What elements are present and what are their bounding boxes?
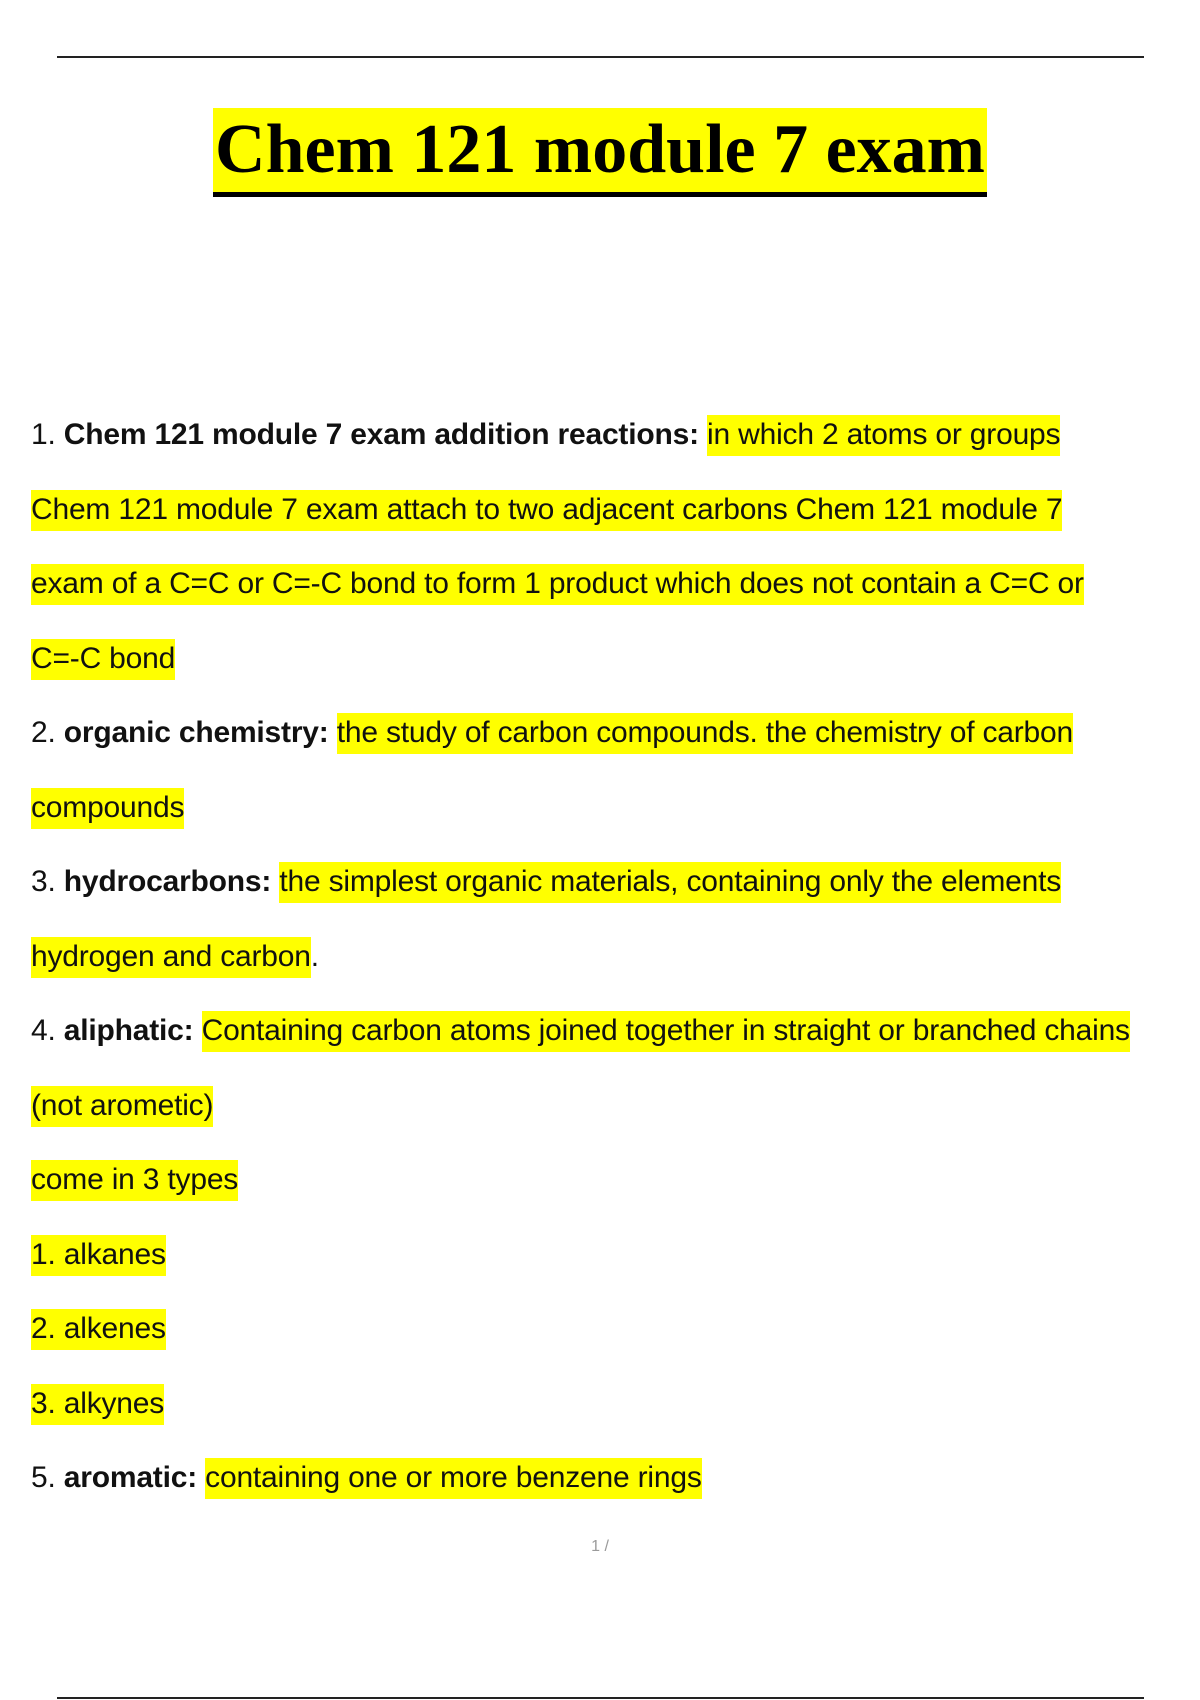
item-term: hydrocarbons:	[63, 865, 272, 898]
item-definition: C=-C bond	[31, 639, 175, 680]
item-definition: come in 3 types	[31, 1160, 238, 1201]
item-4-line-5	[31, 1292, 1200, 1367]
bottom-rule	[57, 1697, 1144, 1699]
item-definition: the study of carbon compounds. the chemistry of carbon	[337, 713, 1073, 754]
item-definition: containing one or more benzene rings	[205, 1458, 701, 1499]
item-3-line-2	[31, 920, 1200, 995]
item-2-line-1	[31, 696, 1200, 771]
page-number: 1 /	[591, 1538, 609, 1555]
item-1-line-4	[31, 622, 1200, 697]
item-4-line-1	[31, 994, 1200, 1069]
item-definition: 1. alkanes	[31, 1235, 166, 1276]
item-4-line-4	[31, 1218, 1200, 1293]
item-definition: (not arometic)	[31, 1086, 213, 1127]
item-number: 2.	[31, 716, 56, 749]
title-container	[0, 108, 1200, 197]
item-4-line-3	[31, 1143, 1200, 1218]
item-definition: Chem 121 module 7 exam attach to two adjacent carbons Chem 121 module 7	[31, 490, 1062, 531]
item-term: aromatic:	[63, 1461, 198, 1494]
item-definition: compounds	[31, 788, 184, 829]
item-definition: 3. alkynes	[31, 1384, 164, 1425]
item-number: 1.	[31, 418, 56, 451]
item-definition: Containing carbon atoms joined together in straight or branched chains	[202, 1011, 1130, 1052]
item-definition: exam of a C=C or C=-C bond to form 1 product which does not contain a C=C or	[31, 564, 1084, 605]
item-definition: 2. alkenes	[31, 1309, 166, 1350]
item-1-line-2	[31, 473, 1200, 548]
item-3-line-1	[31, 845, 1200, 920]
item-number: 5.	[31, 1461, 56, 1494]
item-definition: in which 2 atoms or groups	[707, 415, 1060, 456]
item-2-line-2	[31, 771, 1200, 846]
item-trailing-punctuation: .	[310, 939, 319, 973]
item-5-line-1	[31, 1441, 1200, 1516]
item-definition: the simplest organic materials, containing only the elements	[279, 862, 1061, 903]
item-number: 4.	[31, 1014, 56, 1047]
item-definition: hydrogen and carbon	[31, 937, 311, 978]
item-term: aliphatic:	[63, 1014, 194, 1047]
item-4-line-6	[31, 1367, 1200, 1442]
item-number: 3.	[31, 865, 56, 898]
item-term: organic chemistry:	[63, 716, 329, 749]
item-4-line-2	[31, 1069, 1200, 1144]
document-title: Chem 121 module 7 exam	[213, 108, 987, 197]
top-rule	[57, 56, 1144, 58]
item-term: Chem 121 module 7 exam addition reactions:	[63, 418, 699, 451]
item-1-line-1	[31, 398, 1200, 473]
flashcard-list	[31, 398, 1200, 1516]
item-1-line-3	[31, 547, 1200, 622]
